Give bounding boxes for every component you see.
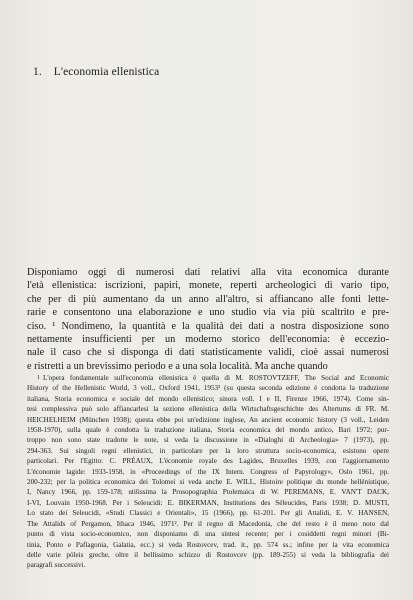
body-line: e ristretti a un brevissimo periodo e a una sola località. Ma anche quando [27, 360, 328, 372]
footnote-line: 1958-1970), sulla quale è condotta la traduzione italiana, Storia economica del mondo antico, Bari 1972; pur- [27, 426, 389, 435]
body-line: l'età ellenistica: iscrizioni, papiri, monete, reperti archeologici di vario tipo, [27, 280, 389, 292]
footnote-line: 200-232; per la politica economica dei Tolomei si veda anche E. WILL, Histoire politique du monde hellénistique, [27, 478, 389, 487]
body-line: nettamente insufficienti per un moderno storico dell'economia: è eccezio- [27, 334, 389, 346]
footnote-marker: 1 [37, 375, 40, 381]
footnote [27, 373, 389, 571]
footnote-line: I, Nancy 1966, pp. 159-178; utilissima la Prosopographia Ptolemaica di W. PEREMANS, E. VAN'T DACK, [27, 488, 389, 497]
body-line: ciso. ¹ Nondimeno, la quantità e la qualità dei dati a nostra disposizione sono [27, 320, 389, 332]
body-line: che per di più aumentano da un anno all'altro, si affiancano alle fonti lette- [27, 293, 389, 305]
footnote-line: 294-363. Sui singoli regni ellenistici, in particolare per la loro struttura socio-economica, esistono opere [27, 446, 389, 455]
footnote-line: italiana, Storia economica e sociale del mondo ellenistico; sinora voll. I e II, Firenze 1966, 1974). Come sin- [27, 394, 389, 403]
chapter-heading [33, 66, 159, 78]
footnote-line: $^1$ L'opera fondamentale sull'economia ellenistica è quella di M. ROSTOVTZEFF, The Social and Economic [37, 374, 389, 382]
body-line: nale il caso che si disponga di dati statisticamente validi, cioè assai numerosi [27, 347, 389, 359]
main-paragraph [27, 266, 389, 373]
footnote-line: punto di vista socio-economico, non disponiamo di una sintesi recente; per i cosiddetti regni minori (Bi- [27, 530, 389, 539]
chapter-title: L'economia ellenistica [53, 66, 160, 78]
footnote-line: History of the Hellenistic World, 3 voll., Oxford 1941, 1953² (su questa seconda edizione è condotta la traduzione [27, 384, 389, 393]
footnote-line: particolari. Per l'Egitto: C. PRÉAUX, L'économie royale des Lagides, Bruxelles 1939, con l'aggiornamento [27, 457, 389, 466]
body-line: rarie e consentono una elaborazione e uno studio via via più scaltrito e pre- [27, 307, 389, 319]
body-line: Disponiamo oggi di numerosi dati relativi alla vita economica durante [27, 267, 389, 278]
footnote-line: paragrafi successivi. [27, 561, 86, 570]
footnote-line: I-VI, Louvain 1950-1968. Per i Seleucidi: E. BIKERMAN, Institutions des Séleucides, Paris 1938; D. MUSTI, [27, 498, 389, 507]
footnote-line: delle varie póleis greche, oltre il bellissimo schizzo di Rostovcev (pp. 189-255) si veda la bibliografia dei [27, 550, 389, 559]
footnote-line: troppo non sono state tradotte le note, si veda la discussione in «Dialoghi di Archeologia» 7 (1973), pp. [27, 436, 389, 445]
footnote-line: tesi complessiva può solo affiancarlesi la sezione ellenistica della Wirtschaftsgeschichte des Altertums di FR. M. [27, 405, 389, 414]
footnote-line: L'économie lagide: 1933-1958, in «Proceedings of the IX Intern. Congress of Papyrology», Oslo 1961, pp. [27, 467, 389, 476]
footnote-line: tinia, Ponto e Paflagonia, Galatia, ecc.) si veda Rostovcev, trad. it., pp. 574 ss.; infine per la vita economica [27, 540, 389, 549]
chapter-number: 1. [33, 66, 42, 78]
footnote-line: The Attalids of Pergamon, Ithaca 1946, 1971². Per il regno di Macedonia, che del resto è il meno noto dal [27, 519, 389, 528]
footnote-line: Lo stato dei Seleucidi, «Studi Classici e Orientali», 15 (1966), pp. 61-201. Per gli Attalidi, E. V. HANSEN, [27, 509, 389, 518]
footnote-line: HEICHELHEIM (München 1938); questa ebbe poi un'edizione inglese, An ancient economic history (3 voll., Leiden [27, 415, 389, 424]
